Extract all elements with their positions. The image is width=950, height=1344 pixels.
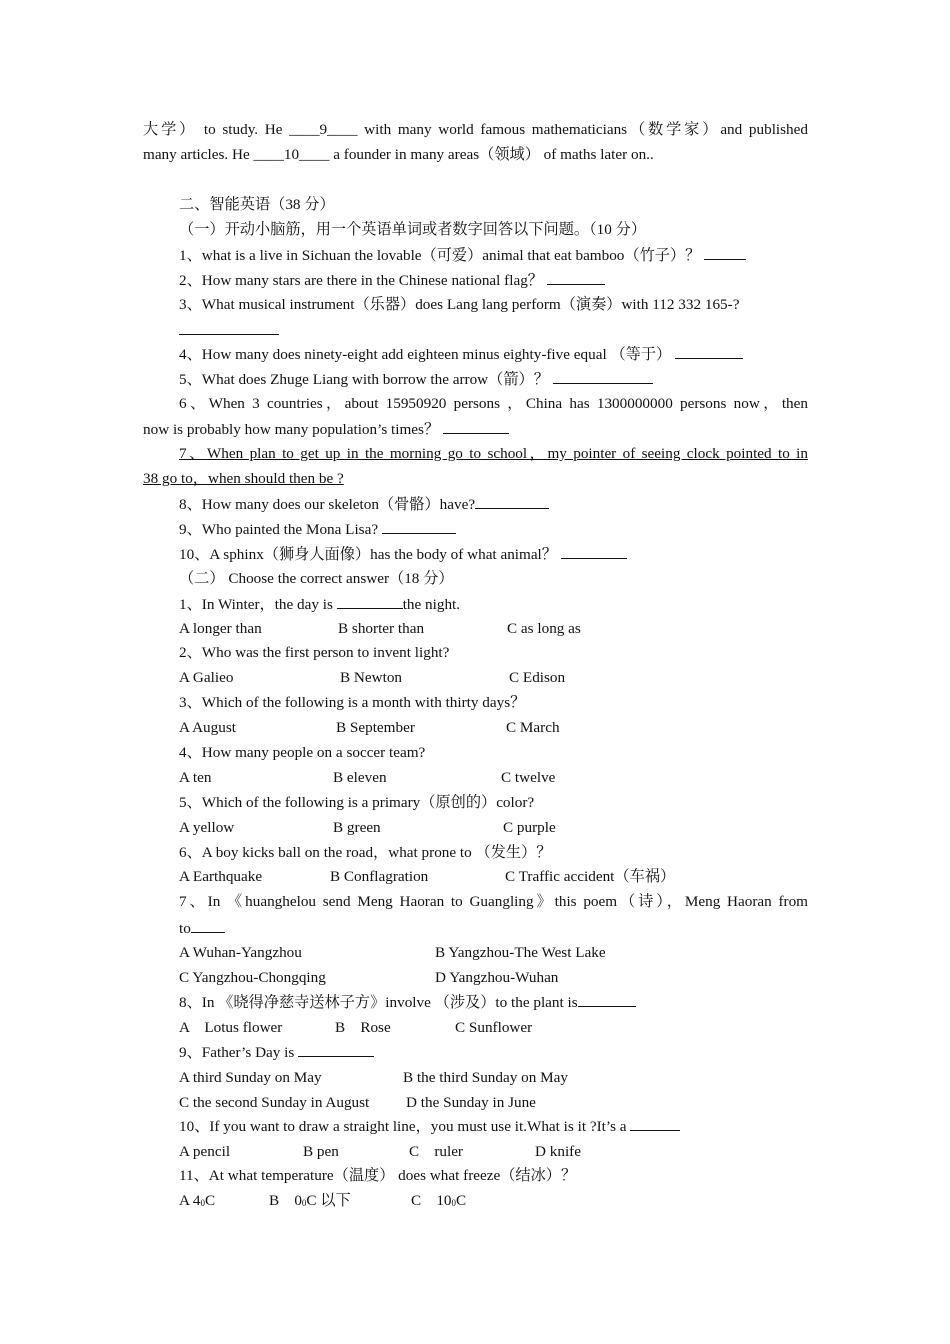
options-row <box>0 1191 950 1211</box>
option-text: C <box>205 1192 216 1209</box>
question-line <box>179 369 808 390</box>
answer-blank[interactable] <box>630 1116 680 1131</box>
option-b[interactable]: B Yangzhou-The West Lake <box>435 944 606 961</box>
options-row <box>0 943 950 963</box>
option-a[interactable] <box>179 1191 215 1213</box>
options-row <box>0 619 950 639</box>
option-c[interactable]: C as long as <box>507 620 581 637</box>
option-a[interactable]: A yellow <box>179 819 235 836</box>
option-d[interactable]: D the Sunday in June <box>406 1094 536 1111</box>
answer-blank[interactable] <box>191 918 225 933</box>
option-c[interactable]: C purple <box>503 819 556 836</box>
option-text: B 0 <box>269 1192 302 1209</box>
question-text: 9、Who painted the Mona Lisa? <box>179 521 379 538</box>
option-text: C 10 <box>411 1192 452 1209</box>
option-a[interactable]: A longer than <box>179 620 262 637</box>
answer-blank[interactable] <box>578 992 636 1007</box>
part-heading: （一）开动小脑筋，用一个英语单词或者数字回答以下问题。（10 分） <box>179 221 647 238</box>
question-line <box>179 918 808 939</box>
question-text: 9、Father’s Day is <box>179 1044 299 1061</box>
answer-blank[interactable] <box>475 494 549 509</box>
answer-blank[interactable] <box>547 270 605 285</box>
question-text: 1、In Winter，the day is <box>179 596 337 613</box>
option-b[interactable]: B Conflagration <box>330 868 429 885</box>
option-c[interactable]: C Edison <box>509 669 566 686</box>
question-line <box>143 419 808 440</box>
question-text: 38 go to，when should then be ? <box>143 470 344 487</box>
option-subscript: 0 <box>200 1198 206 1208</box>
question-line <box>179 544 808 565</box>
option-a[interactable]: A ten <box>179 769 212 786</box>
option-c[interactable]: C March <box>506 719 560 736</box>
question-text: 11、At what temperature（温度） does what freeze（结冰）？ <box>179 1167 577 1184</box>
question-line <box>179 344 808 365</box>
options-row <box>0 768 950 788</box>
question-text: 6、When 3 countries，about 15950920 persons ，China has 1300000000 persons now，then <box>179 395 808 412</box>
question-text: 10、A sphinx（狮身人面像）has the body of what animal？ <box>179 546 557 563</box>
options-row <box>0 867 950 887</box>
question-line <box>179 320 808 341</box>
part-heading: （二） Choose the correct answer（18 分） <box>179 570 454 587</box>
question-text: 4、How many people on a soccer team? <box>179 744 426 761</box>
options-row <box>0 818 950 838</box>
question-text: 7、When plan to get up in the morning go to school，my pointer of seeing clock pointed to in <box>179 445 808 462</box>
question-text: 7、In 《huanghelou send Meng Haoran to Guangling》this poem（诗），Meng Haoran from <box>179 893 808 910</box>
option-c[interactable]: C Sunflower <box>455 1019 533 1036</box>
answer-blank[interactable] <box>553 369 653 384</box>
option-a[interactable]: A pencil <box>179 1143 231 1160</box>
option-d[interactable]: D knife <box>535 1143 581 1160</box>
answer-blank[interactable] <box>337 594 403 609</box>
option-b[interactable]: B the third Sunday on May <box>403 1069 568 1086</box>
option-d[interactable]: D Yangzhou-Wuhan <box>435 969 559 986</box>
question-text: 5、Which of the following is a primary（原创的）color? <box>179 794 535 811</box>
option-c[interactable] <box>411 1191 466 1213</box>
answer-blank[interactable] <box>298 1042 374 1057</box>
options-row <box>0 718 950 738</box>
question-line <box>179 594 808 615</box>
option-a[interactable]: A August <box>179 719 236 736</box>
option-c[interactable]: C the second Sunday in August <box>179 1094 370 1111</box>
options-row <box>0 1142 950 1162</box>
option-subscript: 0 <box>301 1198 307 1208</box>
question-line <box>179 519 808 540</box>
option-b[interactable]: B Newton <box>340 669 403 686</box>
option-c[interactable]: C ruler <box>409 1143 463 1160</box>
question-text: 2、Who was the first person to invent light? <box>179 644 450 661</box>
question-text: 8、How many does our skeleton（骨骼）have? <box>179 496 476 513</box>
answer-blank[interactable] <box>443 419 509 434</box>
question-line <box>179 1042 808 1063</box>
question-text: to <box>179 920 191 937</box>
answer-blank[interactable] <box>179 320 279 335</box>
option-c[interactable]: C Traffic accident（车祸） <box>505 868 676 885</box>
answer-blank[interactable] <box>704 245 746 260</box>
question-text: now is probably how many population’s times？ <box>143 421 440 438</box>
options-row <box>0 1068 950 1088</box>
question-text: 6、A boy kicks ball on the road，what prone to （发生）？ <box>179 844 552 861</box>
option-text: C 以下 <box>306 1192 351 1209</box>
option-text: A 4 <box>179 1192 201 1209</box>
options-row <box>0 668 950 688</box>
paragraph-line: many articles. He ____10____ a founder in many areas（领域） of maths later on.. <box>143 146 654 163</box>
section-title: 二、智能英语（38 分） <box>179 196 335 213</box>
options-row <box>0 1018 950 1038</box>
option-a[interactable]: A Earthquake <box>179 868 263 885</box>
question-text: 10、If you want to draw a straight line，you must use it.What is it ?It’s a <box>179 1118 631 1135</box>
options-row <box>0 1093 950 1113</box>
option-b[interactable]: B pen <box>303 1143 339 1160</box>
option-a[interactable]: A Galieo <box>179 669 234 686</box>
options-row <box>0 968 950 988</box>
question-text: 3、What musical instrument（乐器）does Lang lang perform（演奏）with 112 332 165-? <box>179 296 740 313</box>
option-a[interactable]: A third Sunday on May <box>179 1069 322 1086</box>
option-b[interactable]: B Rose <box>335 1019 391 1036</box>
option-c[interactable]: C Yangzhou-Chongqing <box>179 969 326 986</box>
option-b[interactable]: B September <box>336 719 415 736</box>
option-a[interactable]: A Lotus flower <box>179 1019 283 1036</box>
question-text: the night. <box>402 596 461 613</box>
question-text: 8、In 《晓得净慈寺送林子方》involve （涉及）to the plant is <box>179 994 578 1011</box>
option-b[interactable]: B shorter than <box>338 620 425 637</box>
option-c[interactable]: C twelve <box>501 769 556 786</box>
question-text: 5、What does Zhuge Liang with borrow the arrow（箭）？ <box>179 371 549 388</box>
question-line <box>179 494 808 515</box>
option-b[interactable]: B eleven <box>333 769 387 786</box>
question-text: 4、How many does ninety-eight add eighteen minus eighty-five equal （等于） <box>179 346 672 363</box>
answer-blank[interactable] <box>561 544 627 559</box>
option-b[interactable] <box>269 1191 351 1213</box>
option-a[interactable]: A Wuhan-Yangzhou <box>179 944 302 961</box>
question-text: 2、How many stars are there in the Chinese national flag？ <box>179 272 543 289</box>
answer-blank[interactable] <box>675 344 743 359</box>
question-line <box>179 992 808 1013</box>
question-text: 1、what is a live in Sichuan the lovable（可爱）animal that eat bamboo（竹子）？ <box>179 247 701 264</box>
option-b[interactable]: B green <box>333 819 381 836</box>
answer-blank[interactable] <box>382 519 456 534</box>
question-line <box>179 270 808 291</box>
question-line <box>179 1116 808 1137</box>
paragraph-line: 大学） to study. He ____9____ with many world famous mathematicians（数学家）and published <box>143 121 808 138</box>
option-subscript: 0 <box>451 1198 457 1208</box>
option-text: C <box>456 1192 467 1209</box>
question-line <box>179 245 808 266</box>
question-text: 3、Which of the following is a month with thirty days？ <box>179 694 526 711</box>
